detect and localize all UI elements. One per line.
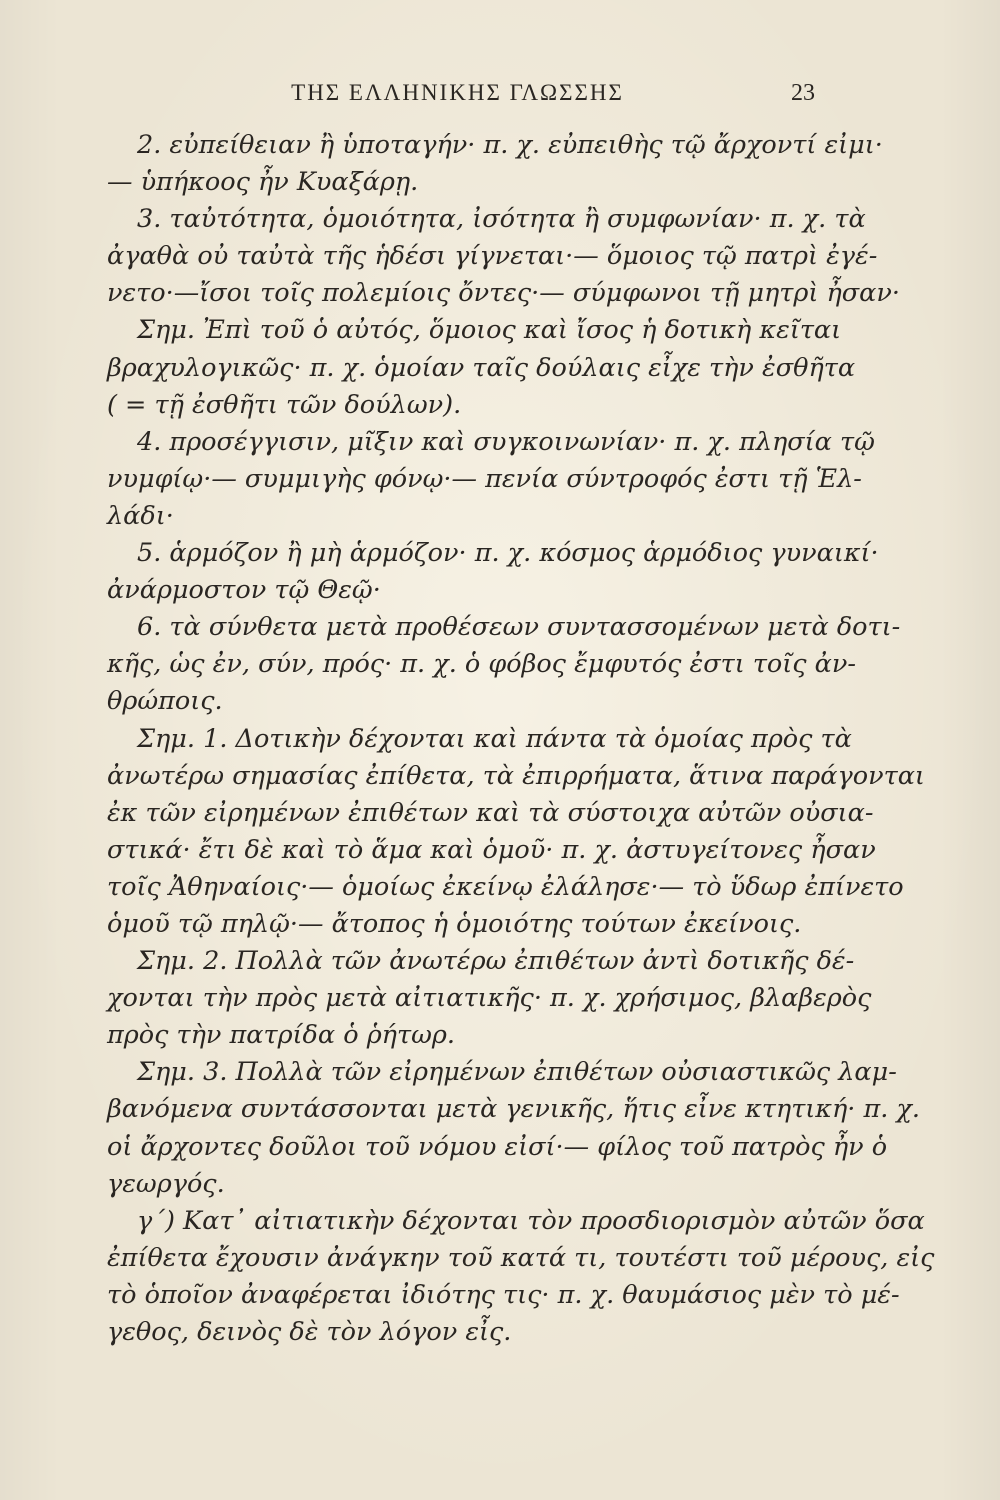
page-number: 23	[791, 80, 815, 106]
text-line: οἱ ἄρχοντες δοῦλοι τοῦ νόμου εἰσί·— φίλος τοῦ πατρὸς ἦν ὁ	[107, 1131, 888, 1162]
text-line: 2. εὐπείθειαν ἢ ὑποταγήν· π. χ. εὐπειθὴς τῷ ἄρχοντί εἰμι·	[137, 130, 883, 160]
text-line: ἐπίθετα ἔχουσιν ἀνάγκην τοῦ κατά τι, τουτέστι τοῦ μέρους, εἰς	[107, 1242, 935, 1273]
text-line: ἀνάρμοστον τῷ Θεῷ·	[107, 575, 381, 606]
text-line: 6. τὰ σύνθετα μετὰ προθέσεων συντασσομένων μετὰ δοτι-	[137, 612, 901, 643]
page-header	[100, 80, 815, 110]
text-line: γεωργός.	[107, 1168, 225, 1199]
text-line: χονται τὴν πρὸς μετὰ αἰτιατικῆς· π. χ. χρήσιμος, βλαβερὸς	[107, 983, 872, 1014]
text-line: νυμφίῳ·— συμμιγὴς φόνῳ·— πενία σύντροφός ἐστι τῇ Ἑλ-	[107, 463, 862, 494]
text-line: 4. προσέγγισιν, μῖξιν καὶ συγκοινωνίαν· π. χ. πλησία τῷ	[137, 426, 875, 457]
text-line: λάδι·	[107, 500, 174, 531]
body-text	[107, 127, 935, 1351]
text-line: 3. ταὐτότητα, ὁμοιότητα, ἰσότητα ἢ συμφωνίαν· π. χ. τὰ	[137, 204, 866, 235]
text-line: Σημ. 1. Δοτικὴν δέχονται καὶ πάντα τὰ ὁμοίας πρὸς τὰ	[137, 723, 852, 754]
text-line: Σημ. Ἐπὶ τοῦ ὁ αὐτός, ὅμοιος καὶ ἴσος ἡ δοτικὴ κεῖται	[137, 315, 842, 346]
text-line: κῆς, ὡς ἐν, σύν, πρός· π. χ. ὁ φόβος ἔμφυτός ἐστι τοῖς ἀν-	[107, 649, 857, 680]
text-line: βανόμενα συντάσσονται μετὰ γενικῆς, ἥτις εἶνε κτητική· π. χ.	[107, 1094, 921, 1125]
text-line: τοῖς Ἀθηναίοις·— ὁμοίως ἐκείνῳ ἐλάλησε·— τὸ ὕδωρ ἐπίνετο	[107, 871, 904, 902]
text-line: γεθος, δεινὸς δὲ τὸν λόγον εἶς.	[107, 1317, 512, 1347]
text-line: ὁμοῦ τῷ πηλῷ·— ἄτοπος ἡ ὁμοιότης τούτων ἐκείνοις.	[107, 908, 802, 939]
text-line: τὸ ὁποῖον ἀναφέρεται ἰδιότης τις· π. χ. θαυμάσιος μὲν τὸ μέ-	[107, 1279, 900, 1310]
text-line: 5. ἁρμόζον ἢ μὴ ἁρμόζον· π. χ. κόσμος ἁρμόδιος γυναικί·	[137, 538, 879, 569]
text-line: βραχυλογικῶς· π. χ. ὁμοίαν ταῖς δούλαις εἶχε τὴν ἐσθῆτα	[107, 352, 856, 383]
running-head: ΤΗΣ ΕΛΛΗΝΙΚΗΣ ΓΛΩΣΣΗΣ	[291, 80, 624, 105]
text-line: θρώποις.	[107, 686, 223, 717]
text-line: ( = τῇ ἐσθῆτι τῶν δούλων).	[107, 389, 462, 420]
text-line: νετο·—ἴσοι τοῖς πολεμίοις ὄντες·— σύμφωνοι τῇ μητρὶ ἦσαν·	[107, 278, 901, 309]
text-line: ἐκ τῶν εἰρημένων ἐπιθέτων καὶ τὰ σύστοιχα αὐτῶν οὐσια-	[107, 797, 874, 828]
text-line: πρὸς τὴν πατρίδα ὁ ῥήτωρ.	[107, 1020, 455, 1051]
text-line: στικά· ἔτι δὲ καὶ τὸ ἅμα καὶ ὁμοῦ· π. χ. ἀστυγείτονες ἦσαν	[107, 834, 876, 865]
text-line: ἀγαθὰ οὐ ταὐτὰ τῆς ἡδέσι γίγνεται·— ὅμοιος τῷ πατρὶ ἐγέ-	[107, 241, 878, 272]
text-line: Σημ. 2. Πολλὰ τῶν ἀνωτέρω ἐπιθέτων ἀντὶ δοτικῆς δέ-	[137, 946, 855, 977]
text-line: Σημ. 3. Πολλὰ τῶν εἰρημένων ἐπιθέτων οὐσιαστικῶς λαμ-	[137, 1057, 897, 1088]
text-line: — ὑπήκοος ἦν Κυαξάρῃ.	[107, 167, 419, 198]
text-line: γ΄) Κατ᾽ αἰτιατικὴν δέχονται τὸν προσδιορισμὸν αὐτῶν ὅσα	[137, 1205, 925, 1236]
text-line: ἀνωτέρω σημασίας ἐπίθετα, τὰ ἐπιρρήματα, ἅτινα παράγονται	[107, 760, 925, 791]
